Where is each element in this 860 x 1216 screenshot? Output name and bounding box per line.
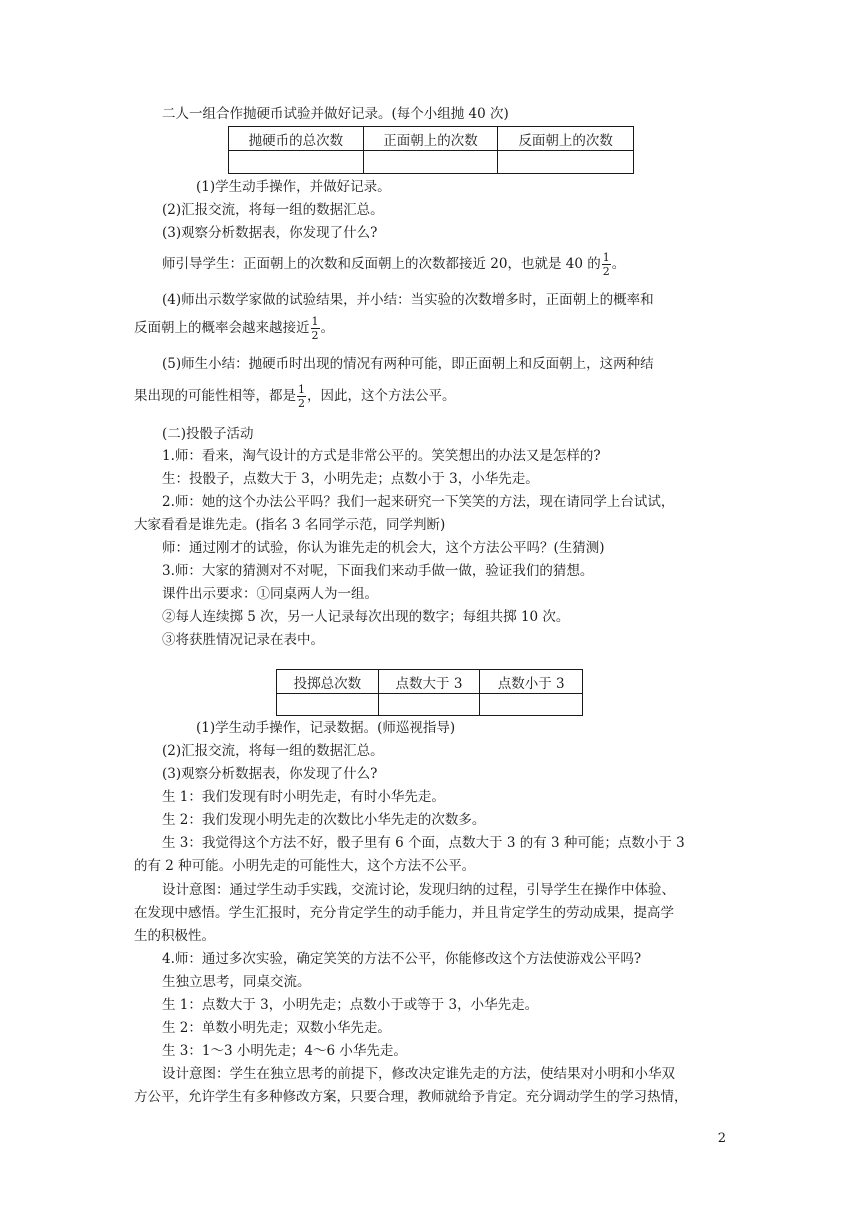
coin-step-1: (1)学生动手操作，并做好记录。 [196,179,391,195]
dice-line: 生的积极性。 [134,928,215,944]
dice-line: 大家看看是谁先走。(指名 3 名同学示范，同学判断) [134,517,446,533]
coin-table-cell [229,151,364,174]
coin-step-4-line-2 [134,316,334,341]
dice-line: 课件出示要求：①同桌两人为一组。 [162,586,378,602]
dice-line: 的有 2 种可能。小明先走的可能性大，这个方法不公平。 [134,858,476,874]
dice-table-cell [480,694,583,716]
coin-record-table [228,126,634,174]
fraction-one-half [311,316,320,341]
dice-line: 生 2：我们发现小明先走的次数比小华先走的次数多。 [162,812,486,828]
fraction-denominator: 2 [602,265,610,278]
coin-guide-text: 师引导学生：正面朝上的次数和反面朝上的次数都接近 20，也就是 40 的 [162,256,601,272]
dice-line: (1)学生动手操作，记录数据。(师巡视指导) [196,720,456,736]
coin-step-5-line-2 [134,384,456,409]
dice-line: 生 2：单数小明先走；双数小华先走。 [162,1020,391,1036]
dice-line: 生 1：点数大于 3，小明先走；点数小于或等于 3，小华先走。 [162,997,539,1013]
fraction-one-half [602,252,611,277]
coin-table-header: 正面朝上的次数 [363,127,498,151]
fraction-denominator: 2 [298,397,305,410]
coin-step-5-text: 果出现的可能性相等，都是 [134,388,296,404]
dice-line: 生：投骰子，点数大于 3，小明先走；点数小于 3，小华先走。 [162,471,539,487]
fraction-numerator: 1 [311,315,319,328]
dice-line: ③将获胜情况记录在表中。 [162,632,324,648]
dice-line: 生 3：1～3 小明先走；4～6 小华先走。 [162,1043,407,1059]
coin-step-2: (2)汇报交流，将每一组的数据汇总。 [162,202,384,218]
coin-step-5-line-1: (5)师生小结：抛硬币时出现的情况有两种可能，即正面朝上和反面朝上，这两种结 [162,356,654,372]
dice-line: 生 3：我觉得这个方法不好，骰子里有 6 个面，点数大于 3 的有 3 种可能；点数小于 3 [162,835,685,851]
coin-step-4-line-1: (4)师出示数学家做的试验结果，并小结：当实验的次数增多时，正面朝上的概率和 [162,292,654,308]
dice-line: 3.师：大家的猜测对不对呢，下面我们来动手做一做，验证我们的猜想。 [162,563,594,579]
dice-line: 在发现中感悟。学生汇报时，充分肯定学生的动手能力，并且肯定学生的劳动成果，提高学 [134,905,674,921]
coin-table-cell [363,151,498,174]
dice-table-header: 点数大于 3 [378,670,480,694]
dice-table-cell [277,694,379,716]
coin-guide-end: 。 [611,256,626,272]
dice-line: 设计意图：通过学生动手实践，交流讨论，发现归纳的过程，引导学生在操作中体验、 [162,882,675,898]
dice-table-header: 点数小于 3 [480,670,583,694]
dice-table-header: 投掷总次数 [277,670,379,694]
dice-line: (2)汇报交流，将每一组的数据汇总。 [162,743,384,759]
coin-table-header: 抛硬币的总次数 [229,127,364,151]
dice-line: 生 1：我们发现有时小明先走，有时小华先走。 [162,789,445,805]
fraction-denominator: 2 [311,329,319,342]
fraction-one-half [297,384,306,409]
dice-line: 生独立思考，同桌交流。 [162,974,311,990]
dice-line: 2.师：她的这个办法公平吗？我们一起来研究一下笑笑的方法，现在请同学上台试试， [162,494,675,510]
dice-line: 设计意图：学生在独立思考的前提下，修改决定谁先走的方法，使结果对小明和小华双 [162,1066,675,1082]
dice-record-table [276,669,583,716]
page-number: 2 [717,1131,726,1146]
fraction-numerator: 1 [602,251,610,264]
coin-table-header: 反面朝上的次数 [498,127,634,151]
coin-step-5-end: ，因此，这个方法公平。 [307,388,456,404]
dice-heading: (二)投骰子活动 [162,426,254,442]
dice-line: ②每人连续掷 5 次，另一人记录每次出现的数字；每组共掷 10 次。 [162,609,570,625]
dice-line: (3)观察分析数据表，你发现了什么? [162,766,378,782]
coin-step-4-text: 反面朝上的概率会越来越接近 [134,320,310,336]
coin-step-3: (3)观察分析数据表，你发现了什么? [162,225,378,241]
coin-table-cell [498,151,634,174]
dice-line: 师：通过刚才的试验，你认为谁先走的机会大，这个方法公平吗？(生猜测) [162,540,605,556]
coin-guide [162,252,625,277]
dice-line: 方公平，允许学生有多种修改方案，只要合理，教师就给予肯定。充分调动学生的学习热情， [134,1089,688,1105]
dice-line: 1.师：看来，淘气设计的方式是非常公平的。笑笑想出的办法又是怎样的? [162,448,601,464]
dice-line: 4.师：通过多次实验，确定笑笑的方法不公平，你能修改这个方法使游戏公平吗? [162,951,642,967]
coin-step-4-end: 。 [320,320,334,336]
dice-table-cell [378,694,480,716]
fraction-numerator: 1 [298,383,305,396]
coin-intro: 二人一组合作抛硬币试验并做好记录。(每个小组抛 40 次) [162,106,509,122]
